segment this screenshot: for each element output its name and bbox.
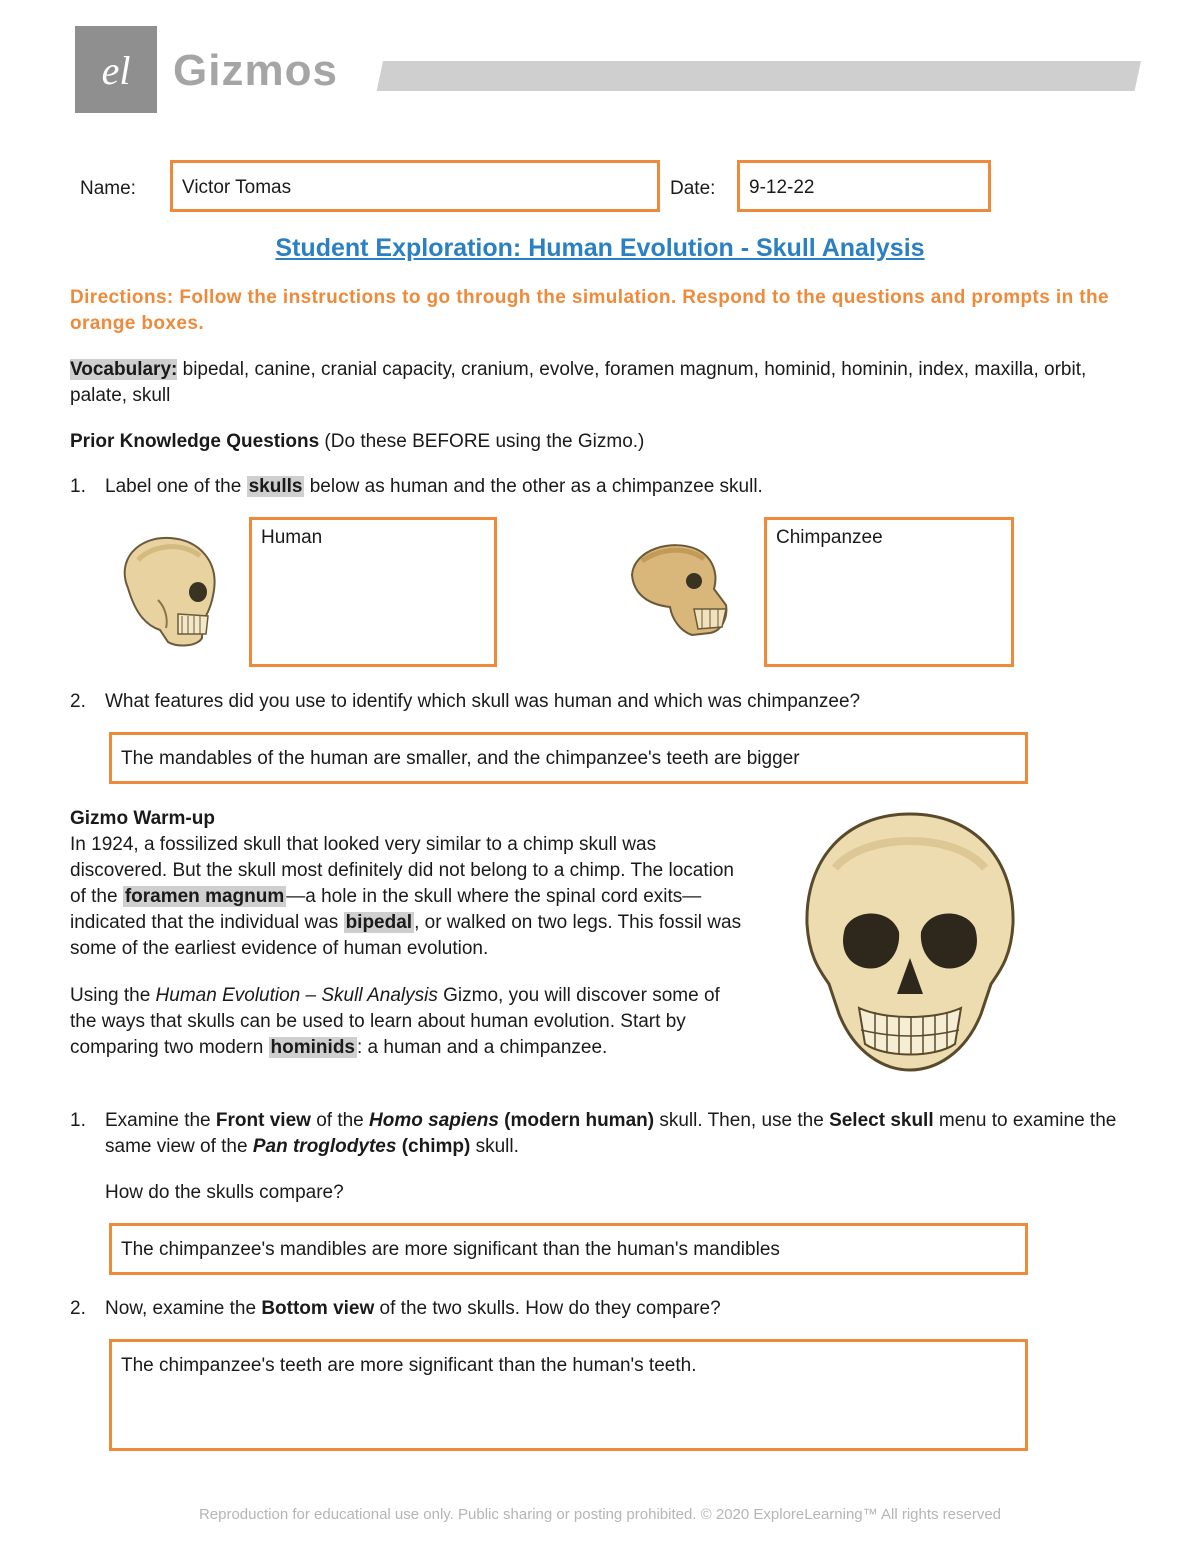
ex1-b4: (chimp): [396, 1136, 471, 1157]
q1-text-before: Label one of the: [105, 476, 247, 497]
name-label: Name:: [80, 178, 136, 199]
ex2-b1: Bottom view: [261, 1298, 375, 1319]
warmup-p2-a: Using the: [70, 985, 156, 1006]
ex1-bi2: Pan troglodytes: [252, 1136, 397, 1157]
exercise-1-text: [105, 1108, 1125, 1160]
q1-text-after: below as human and the other as a chimpanzee skull.: [304, 476, 763, 497]
answer-box-q2[interactable]: The mandables of the human are smaller, and the chimpanzee's teeth are bigger: [109, 732, 1028, 784]
ex2-t2: of the two skulls. How do they compare?: [374, 1298, 721, 1319]
vocabulary-paragraph: [70, 357, 1130, 409]
warmup-p1-highlight-1: foramen magnum: [124, 886, 285, 907]
answer-box-left[interactable]: Human: [249, 517, 497, 667]
el-logo-icon: [75, 26, 157, 113]
prior-knowledge-heading: [70, 429, 644, 455]
warmup-paragraph-2: [70, 983, 750, 1061]
question-number: 2.: [70, 1298, 86, 1319]
warmup-p1-b: —a hole in the skull where the spinal cord exits—indicated that the individual was: [70, 886, 702, 933]
footer-copyright: Reproduction for educational use only. Public sharing or posting prohibited. © 2020 ExploreLearning™ All rights reserved: [198, 1506, 1002, 1523]
svg-text:el: el: [101, 48, 131, 93]
chimpanzee-skull-side-icon: [622, 535, 732, 645]
ex1-t2: of the: [310, 1110, 370, 1131]
ex1-b3: Select skull: [829, 1110, 934, 1131]
question-2-text: What features did you use to identify which skull was human and which was chimpanzee?: [105, 691, 861, 712]
date-field[interactable]: 9-12-22: [737, 160, 991, 212]
page-title: Student Exploration: Human Evolution - Skull Analysis: [275, 234, 925, 262]
ex1-bi1: Homo sapiens: [369, 1110, 499, 1131]
question-number: 2.: [70, 691, 86, 712]
warmup-paragraph-1: [70, 832, 750, 962]
exercise-1-prompt: How do the skulls compare?: [105, 1182, 344, 1203]
human-skull-side-icon: [108, 530, 223, 650]
question-number: 1.: [70, 476, 86, 497]
warmup-p2-highlight: hominids: [270, 1037, 355, 1058]
gizmos-logo-mark: [75, 26, 157, 113]
ex1-t3: skull. Then, use the: [654, 1110, 830, 1131]
ex1-t4: menu to examine the same view of the: [105, 1110, 1117, 1157]
ex2-t1: Now, examine the: [105, 1298, 262, 1319]
question-number: 1.: [70, 1110, 86, 1131]
warmup-p2-italic: Human Evolution – Skull Analysis: [155, 985, 438, 1006]
ex1-t5: skull.: [470, 1136, 519, 1157]
question-1-text: [105, 474, 763, 500]
name-field[interactable]: Victor Tomas: [170, 160, 660, 212]
ex1-b1: Front view: [215, 1110, 311, 1131]
ex1-t1: Examine the: [105, 1110, 216, 1131]
warmup-p2-b: Gizmo, you will discover some of the ways that skulls can be used to learn about human evolution. Start by comparing two modern: [70, 985, 720, 1058]
date-label: Date:: [670, 178, 716, 199]
warmup-p1-a: In 1924, a fossilized skull that looked very similar to a chimp skull was discovered. But the skull most definitely did not belong to a chimp. The location of the: [70, 834, 734, 907]
warmup-p1-highlight-2: bipedal: [345, 912, 413, 933]
directions-text: Directions: Follow the instructions to go through the simulation. Respond to the questions and prompts in the orange boxes.: [70, 287, 1109, 334]
vocabulary-terms: bipedal, canine, cranial capacity, cranium, evolve, foramen magnum, hominid, hominin, index, maxilla, orbit, palate, skull: [70, 359, 1087, 406]
q1-highlight: skulls: [248, 476, 303, 497]
prior-knowledge-note: (Do these BEFORE using the Gizmo.): [319, 431, 645, 452]
warmup-p1-c: , or walked on two legs. This fossil was some of the earliest evidence of human evolution.: [70, 912, 742, 959]
answer-box-exercise-2[interactable]: The chimpanzee's teeth are more significant than the human's teeth.: [109, 1339, 1028, 1451]
answer-box-right[interactable]: Chimpanzee: [764, 517, 1014, 667]
human-skull-front-icon: [795, 808, 1025, 1076]
warmup-p2-c: : a human and a chimpanzee.: [357, 1037, 608, 1058]
vocabulary-label: Vocabulary:: [70, 359, 178, 380]
header-bar: [377, 61, 1141, 91]
ex1-b2: (modern human): [498, 1110, 655, 1131]
brand-name: Gizmos: [173, 46, 338, 95]
exercise-2-text: [105, 1296, 721, 1322]
prior-knowledge-title: Prior Knowledge Questions: [70, 431, 320, 452]
answer-box-exercise-1[interactable]: The chimpanzee's mandibles are more significant than the human's mandibles: [109, 1223, 1028, 1275]
warmup-heading: Gizmo Warm-up: [70, 808, 215, 829]
